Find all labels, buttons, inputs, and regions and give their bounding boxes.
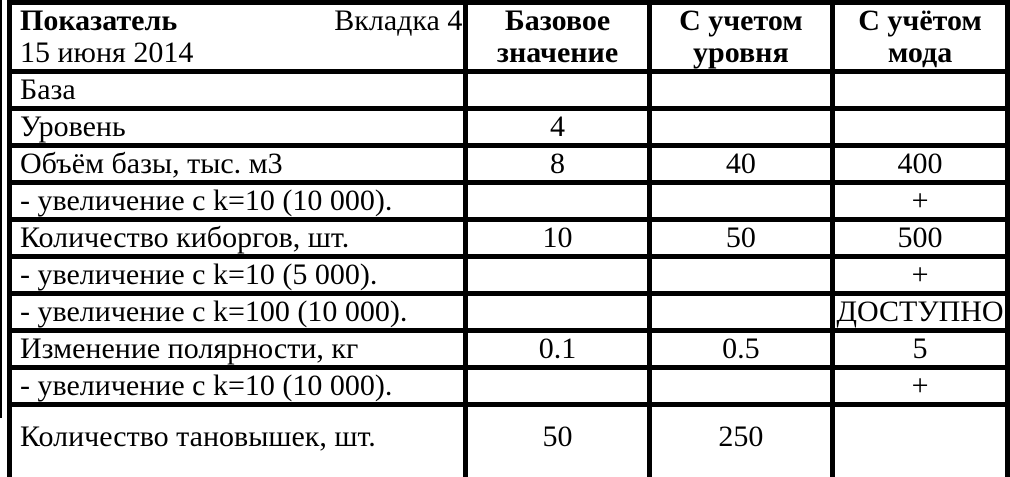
mod-value-cell <box>833 72 1008 109</box>
table-row <box>10 257 1008 294</box>
level-value-cell <box>649 109 832 146</box>
level-value-cell <box>649 183 832 220</box>
base-value-cell <box>466 72 649 109</box>
mod-value-cell <box>833 109 1008 146</box>
header-cell-with-level <box>649 3 832 72</box>
base-value-cell: 0.1 <box>466 331 649 368</box>
mod-value-cell <box>833 405 1008 477</box>
base-value-cell: 50 <box>466 405 649 477</box>
header-cell-with-mod <box>833 3 1008 72</box>
level-value-cell <box>649 368 832 405</box>
mod-value-cell: 5 <box>833 331 1008 368</box>
header-base-line1: Базовое <box>504 4 611 37</box>
mod-value-cell: 400 <box>833 146 1008 183</box>
header-level-line1: С учетом <box>679 4 803 37</box>
mod-value-cell: + <box>833 257 1008 294</box>
mod-value-cell: ДОСТУПНО <box>833 294 1008 331</box>
date-label: 15 июня 2014 <box>20 36 194 69</box>
mod-value-cell: + <box>833 368 1008 405</box>
row-label-cell: Количество киборгов, шт. <box>10 220 466 257</box>
row-label-cell: Уровень <box>10 109 466 146</box>
level-value-cell: 50 <box>649 220 832 257</box>
row-label-cell: - увеличение с k=10 (10 000). <box>10 183 466 220</box>
base-value-cell: 8 <box>466 146 649 183</box>
header-mod-line2: мода <box>887 36 953 69</box>
base-value-cell: 10 <box>466 220 649 257</box>
data-table <box>7 0 1010 477</box>
left-edge-line <box>0 0 2 418</box>
base-value-cell: 4 <box>466 109 649 146</box>
header-level-line2: уровня <box>693 36 789 69</box>
table-row <box>10 220 1008 257</box>
level-value-cell <box>649 72 832 109</box>
level-value-cell <box>649 257 832 294</box>
indicator-title: Показатель <box>20 4 178 37</box>
table-body <box>10 72 1008 477</box>
base-value-cell <box>466 294 649 331</box>
mod-value-cell: + <box>833 183 1008 220</box>
header-cell-base-value <box>466 3 649 72</box>
mod-value-cell: 500 <box>833 220 1008 257</box>
table-row <box>10 294 1008 331</box>
table-row <box>10 109 1008 146</box>
header-mod-line1: С учётом <box>858 4 982 37</box>
header-base-line2: значение <box>496 36 619 69</box>
row-label-cell: - увеличение с k=10 (10 000). <box>10 368 466 405</box>
level-value-cell <box>649 294 832 331</box>
base-value-cell <box>466 183 649 220</box>
row-label-cell: Изменение полярности, кг <box>10 331 466 368</box>
header-first-line <box>12 5 463 37</box>
table-row <box>10 72 1008 109</box>
header-cell-indicator <box>10 3 466 72</box>
base-value-cell <box>466 368 649 405</box>
table-row <box>10 146 1008 183</box>
table-row <box>10 368 1008 405</box>
row-label-cell: Объём базы, тыс. м3 <box>10 146 466 183</box>
level-value-cell: 40 <box>649 146 832 183</box>
table-row <box>10 405 1008 477</box>
level-value-cell: 250 <box>649 405 832 477</box>
level-value-cell: 0.5 <box>649 331 832 368</box>
row-label-cell: Количество тановышек, шт. <box>10 405 466 477</box>
row-label-cell: База <box>10 72 466 109</box>
row-label-cell: - увеличение с k=10 (5 000). <box>10 257 466 294</box>
tab-label: Вкладка 4 <box>334 4 463 37</box>
table-row <box>10 331 1008 368</box>
base-value-cell <box>466 257 649 294</box>
row-label-cell: - увеличение с k=100 (10 000). <box>10 294 466 331</box>
table-row <box>10 183 1008 220</box>
header-row <box>10 3 1008 72</box>
